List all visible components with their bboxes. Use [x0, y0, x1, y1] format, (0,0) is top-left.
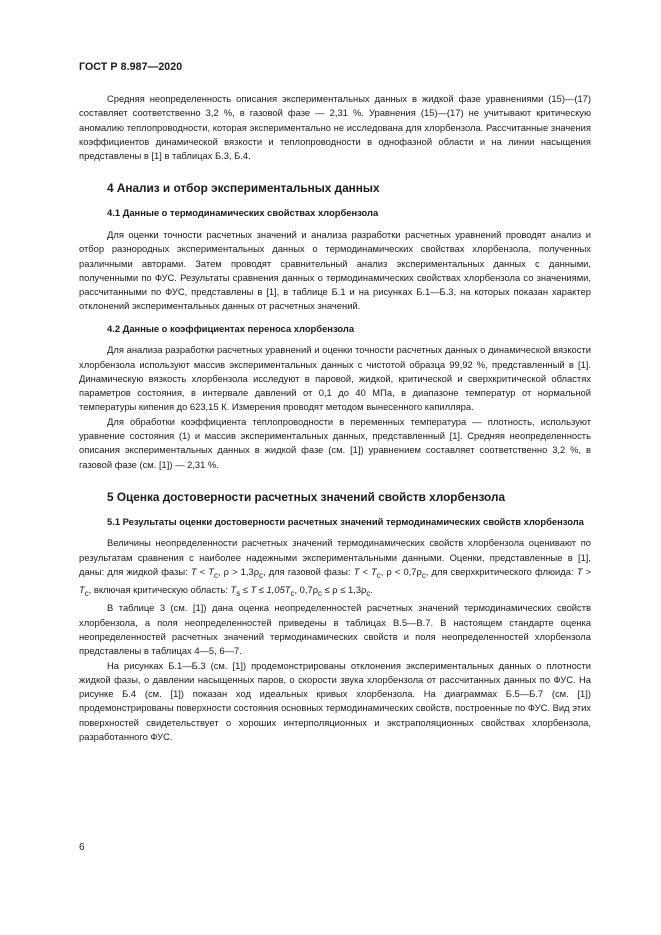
- math-run: T < T: [190, 566, 214, 578]
- page-number: 6: [79, 842, 85, 853]
- subscript: s: [236, 589, 241, 599]
- subscript: c: [290, 589, 295, 599]
- math-run: , 0,7ρ: [294, 584, 319, 596]
- subscript: c: [421, 570, 426, 580]
- text-run: , для сверхкритического флюида:: [425, 566, 577, 578]
- standard-code-header: ГОСТ Р 8.987—2020: [79, 61, 183, 73]
- subscript: c: [259, 570, 263, 580]
- subsection-4-2-title: 4.2 Данные о коэффициентах переноса хлорбензола: [107, 322, 355, 334]
- page-content: [79, 92, 591, 744]
- subsection-5-1-title: 5.1 Результаты оценки достоверности расчетных значений термодинамических свойств хлорбензола: [107, 515, 584, 527]
- subsection-4-2-paragraph-1: Для анализа разработки расчетных уравнений и оценки точности расчетных данных о динамической вязкости хлорбензола используют массив экспериментальных данных с чистотой образца 99,92 %, представленный в [1]. Динамическую вязкость хлорбензола исследуют в паровой, жидкой, критической и сверхкритической областях параметров состояния, в интервале давлений от 0,1 до 40 МПа, в диапазоне температур от нормальной температуры кипения до 623,15 К. Измерения проводят методом вынесенного капилляра.: [79, 344, 591, 413]
- text-run: Величины неопределенности расчетных значений термодинамических свойств хлорбензола оценивают по результатам сравнения с наиболее надежными экспериментальными данными. Оценки, представленные в [1], даны: для жидкой фазы:: [79, 537, 591, 578]
- math-run: T > T: [79, 566, 592, 596]
- subsection-4-1-title: 4.1 Данные о термодинамических свойствах хлорбензола: [107, 207, 379, 219]
- subscript: c: [213, 570, 218, 580]
- section-5-title: 5 Оценка достоверности расчетных значений свойств хлорбензола: [107, 489, 506, 504]
- subsection-5-1-paragraph-3: На рисунках Б.1—Б.3 (см. [1]) продемонстрированы отклонения экспериментальных данных о плотности жидкой фазы, о давлении насыщенных паров, о скорости звука хлорбензола от рассчитанных данных по ФУС. На рисунке Б.4 (см. [1]) показан ход идеальных кривых хлорбензола. На диаграммах Б.5—Б.7 (см. [1]) продемонстрированы поверхности состояния основных термодинамических свойств, построенные по ФУС. Вид этих поверхностей свидетельствует о хороших интерполяционных и экстраполяционных свойствах хлорбензола, разработанного ФУС.: [79, 659, 591, 743]
- text-run: , для газовой фазы:: [262, 566, 354, 578]
- subsection-5-1-paragraph-2: В таблице 3 (см. [1]) дана оценка неопределенностей расчетных значений термодинамических свойств хлорбензола, а поля неопределенностей приведены в таблицах В.5—В.7. В настоящем стандарте оценка неопределенностей расчетных значений термодинамических свойств и поля неопределенностей хлорбензола представлены в таблицах 4—5, 6—7.: [79, 602, 591, 657]
- math-run: ≤ T ≤ 1,05T: [240, 584, 291, 596]
- subscript: c: [366, 589, 371, 599]
- section-4-title: 4 Анализ и отбор экспериментальных данных: [107, 181, 380, 196]
- subscript: c: [376, 570, 381, 580]
- text-run: , включая критическую область:: [88, 584, 231, 596]
- math-run: T < T: [353, 566, 377, 578]
- subscript: c: [84, 589, 89, 599]
- subsection-4-2-paragraph-2: Для обработки коэффициента теплопроводности в переменных температура — плотность, используют уравнение состояния (1) и массив экспериментальных данных, представленный [1]. Средняя неопределенность описания экспериментальных данных в жидкой фазе (см. [1]) уравнением составляет соответственно 3,2 %, в газовой фазе (см. [1]) — 2,31 %.: [79, 415, 591, 470]
- math-run: , ρ > 1,3ρ: [217, 566, 260, 578]
- math-run: T: [230, 584, 237, 596]
- subsection-5-1-paragraph-1: [79, 536, 591, 601]
- math-run: , ρ < 0,7ρ: [380, 566, 422, 578]
- math-run: ≤ ρ ≤ 1,3ρ: [321, 584, 367, 596]
- subsection-4-1-paragraph: Для оценки точности расчетных значений и анализа разработки расчетных уравнений проводят анализ и отбор разнородных экспериментальных данных о термодинамических свойствах хлорбензола, полученных различными авторами. Затем проводят сравнительный анализ экспериментальных данных с данными, полученными по ФУС. Результаты сравнения данных о термодинамических свойствах хлорбензола со значениями, рассчитанными по ФУС, представлены в [1], в таблице Б.1 и на рисунках Б.1—Б.3, на которых показан характер отклонений экспериментальных данных от расчетных значений.: [79, 228, 591, 312]
- text-run: .: [370, 584, 373, 596]
- subscript: c: [318, 589, 322, 599]
- intro-paragraph: Средняя неопределенность описания экспериментальных данных в жидкой фазе уравнениями (15)—(17) составляет соответственно 3,2 %, в газовой фазе — 2,31 %. Уравнения (15)—(17) не учитывают критическую аномалию теплопроводности, которая экспериментально не исследована для хлорбензола. Рассчитанные значения коэффициентов динамической вязкости и теплопроводности в однофазной области и на линии насыщения представлены в [1] в таблицах Б.3, Б.4.: [79, 93, 591, 162]
